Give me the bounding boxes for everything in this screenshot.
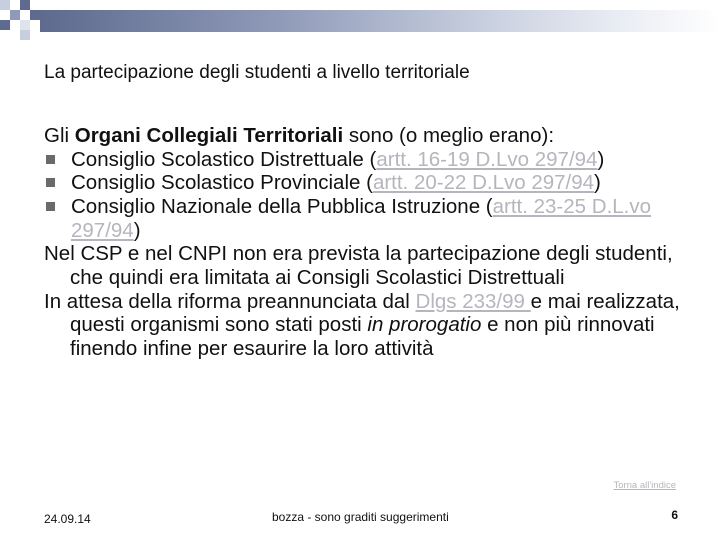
- intro-paragraph: [44, 124, 694, 148]
- dlgs-reference-link[interactable]: Dlgs 233/99: [415, 289, 531, 313]
- bullet-text: Consiglio Nazionale della Pubblica Istruzione (artt. 23-25 D.L.vo 297/94): [71, 195, 652, 242]
- header-gradient-bar: [40, 10, 720, 32]
- square-bullet-icon: [46, 155, 55, 164]
- bullet-item: [46, 195, 694, 242]
- law-reference-link[interactable]: artt. 20-22 D.Lvo 297/94: [372, 171, 595, 195]
- footer-note: bozza - sono graditi suggerimenti: [272, 510, 449, 524]
- prorogatio-italic: in prorogatio: [367, 313, 482, 337]
- law-reference-link[interactable]: artt. 16-19 D.Lvo 297/94: [376, 147, 598, 171]
- law-reference-link[interactable]: artt. 23-25 D.L.vo 297/94: [71, 195, 652, 242]
- intro-bold-term: Organi Collegiali Territoriali: [74, 124, 344, 147]
- square-bullet-icon: [46, 178, 55, 187]
- intro-lead: Gli: [44, 124, 75, 147]
- csp-paragraph: Nel CSP e nel CNPI non era prevista la partecipazione degli studenti, che quindi era limitata ai Consigli Scolastici Distrettuali: [44, 242, 673, 290]
- slide-title: La partecipazione degli studenti a livello territoriale: [44, 62, 470, 83]
- reform-paragraph: In attesa della riforma preannunciata dal Dlgs 233/99 e mai realizzata, questi organismi sono stati posti in prorogatio e non più rinnovati finendo infine per esaurire la loro attività: [44, 289, 680, 361]
- intro-tail: sono (o meglio erano):: [343, 124, 555, 147]
- bullet-item: [46, 148, 694, 172]
- back-to-index-link[interactable]: Torna all'indice: [613, 480, 676, 491]
- bullet-item: [46, 171, 694, 195]
- page-number: 6: [671, 508, 678, 522]
- slide-content: [44, 124, 694, 361]
- square-bullet-icon: [46, 202, 55, 211]
- bullet-text: Consiglio Scolastico Provinciale (artt. 20-22 D.Lvo 297/94): [71, 171, 601, 195]
- footer-date: 24.09.14: [44, 512, 91, 526]
- bullet-text: Consiglio Scolastico Distrettuale (artt. 16-19 D.Lvo 297/94): [71, 147, 605, 171]
